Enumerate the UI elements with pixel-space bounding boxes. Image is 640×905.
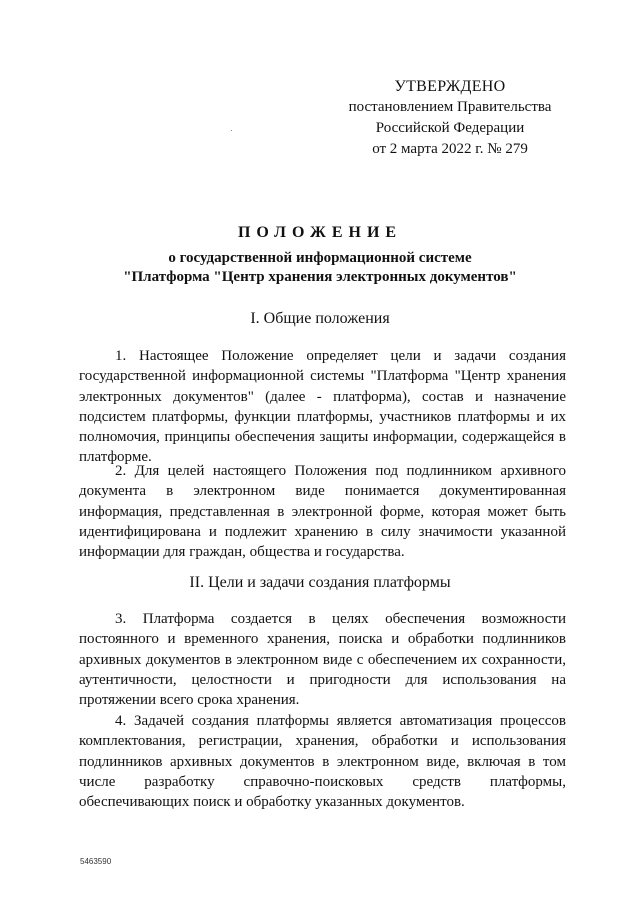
approval-title: УТВЕРЖДЕНО — [394, 78, 506, 95]
paragraph-2: 2. Для целей настоящего Положения под подлинником архивного документа в электронном виде понимается документированная информация, представленная в электронной форме, которая может быть идентифицирована и подлежит хранению в силу значимости указанной информации для граждан, общества и государства. — [79, 463, 566, 561]
scan-speck — [231, 130, 232, 131]
paragraph-1: 1. Настоящее Положение определяет цели и задачи создания государственной информационной системы "Платформа "Центр хранения электронных документов" (далее - платформа), состав и назначение подсистем платформы, функции платформы, участников платформы и их полномочия, принципы обеспечения защиты информации, содержащейся в платформе. — [79, 348, 566, 466]
paragraph-4: 4. Задачей создания платформы является автоматизация процессов комплектования, регистрации, хранения, обработки и использования подлинников архивных документов в электронном виде, включая в том числе разработку справочно-поисковых средств платформы, обеспечивающих поиск и обработку указанных документов. — [79, 713, 566, 811]
approval-stamp — [340, 76, 560, 160]
document-subtitle-line-2: "Платформа "Центр хранения электронных документов" — [123, 269, 517, 285]
section-heading-goals: II. Цели и задачи создания платформы — [189, 574, 451, 591]
approval-line-1: постановлением Правительства — [348, 99, 552, 115]
approval-line-2: Российской Федерации — [375, 120, 525, 136]
section-heading-general: I. Общие положения — [250, 310, 390, 327]
approval-line-3: от 2 марта 2022 г. № 279 — [372, 141, 528, 157]
document-title: ПОЛОЖЕНИЕ — [237, 224, 403, 241]
footer-code: 5463590 — [80, 857, 112, 866]
document-subtitle-line-1: о государственной информационной системе — [168, 250, 472, 266]
paragraph-3: 3. Платформа создается в целях обеспечения возможности постоянного и временного хранения, поиска и обработки подлинников архивных документов в электронном виде с обеспечением их сохранности, аутентичности, целостности и пригодности для использования на протяжении всего срока хранения. — [79, 611, 566, 709]
